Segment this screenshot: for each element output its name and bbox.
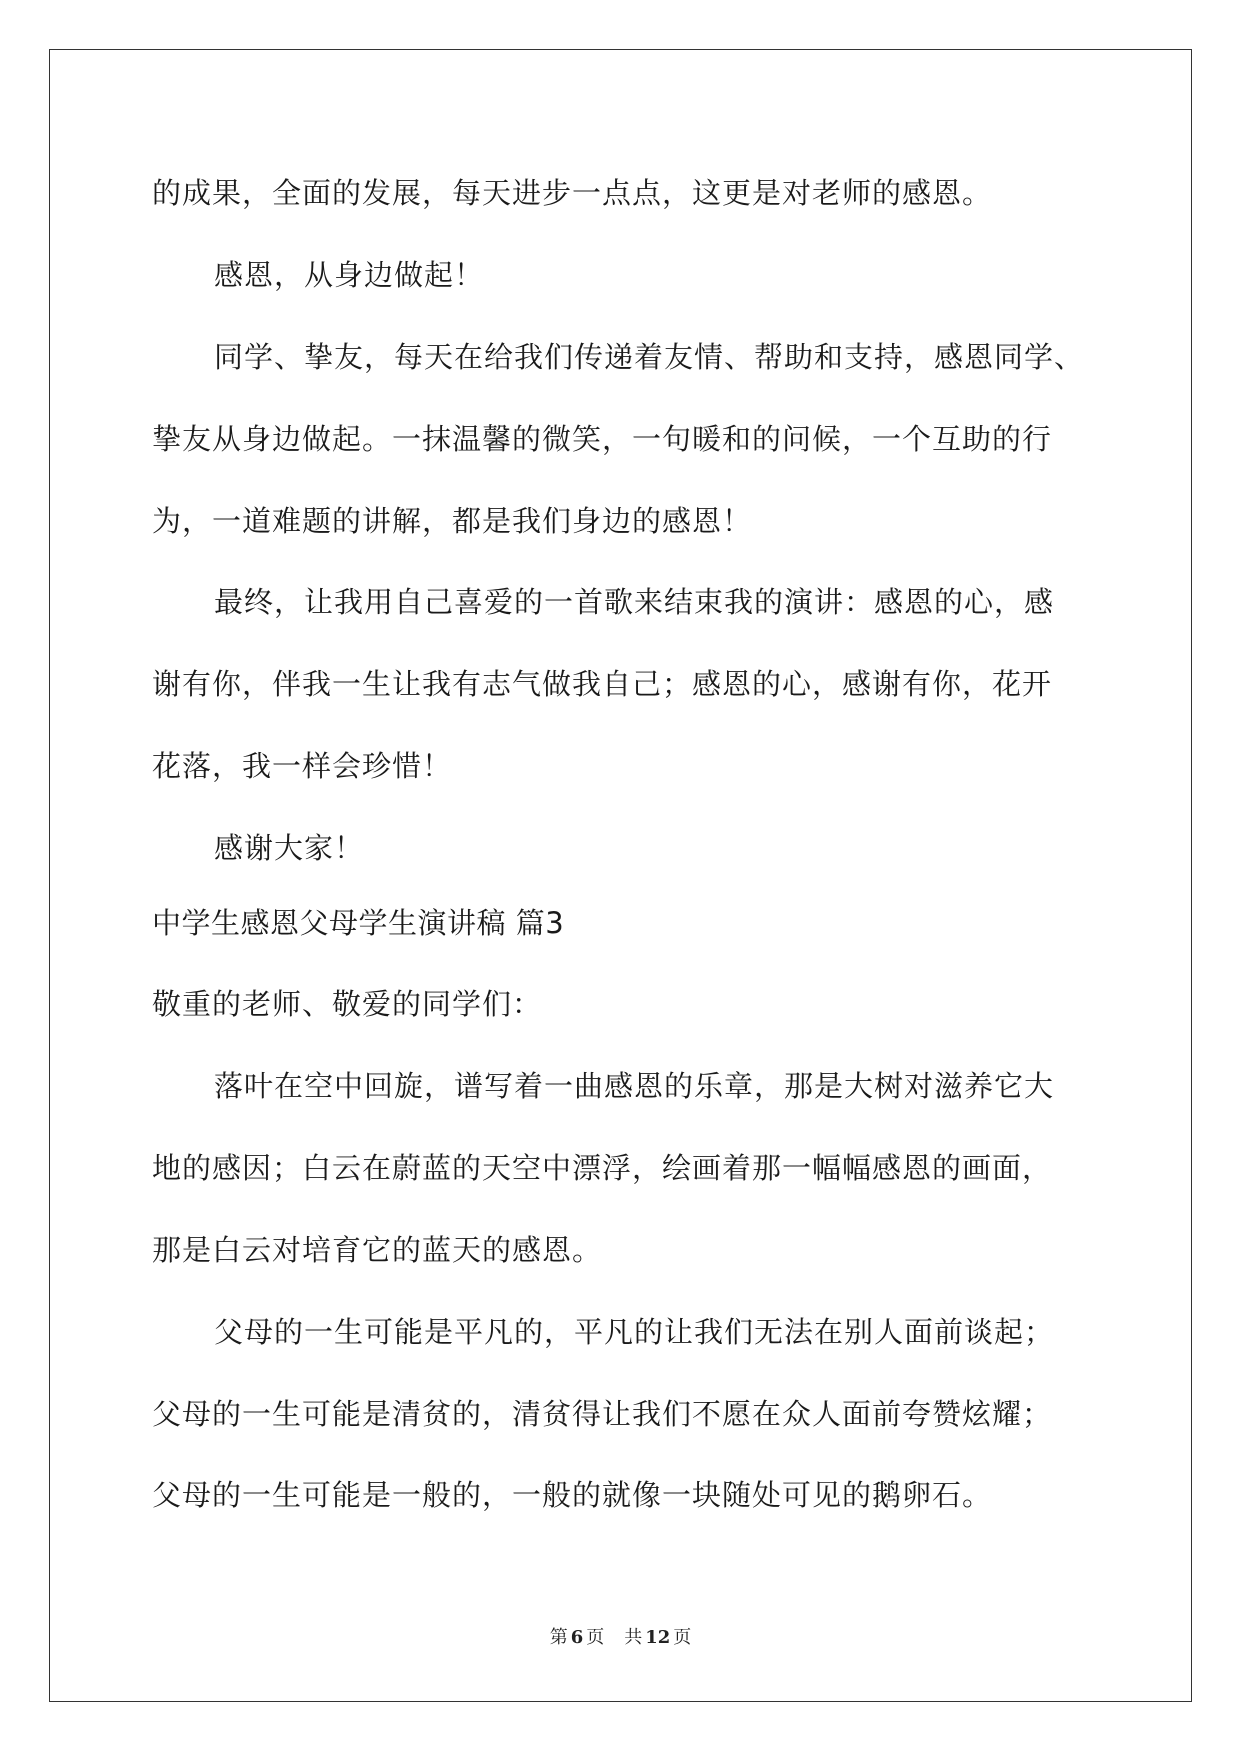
paragraph-line: 落叶在空中回旋，谱写着一曲感恩的乐章，那是大树对滋养它大: [214, 1069, 1055, 1103]
paragraph-line: 地的感因；白云在蔚蓝的天空中漂浮，绘画着那一幅幅感恩的画面，: [152, 1151, 1053, 1185]
paragraph-line: 父母的一生可能是平凡的，平凡的让我们无法在别人面前谈起；: [214, 1315, 1055, 1349]
salutation: 敬重的老师、敬爱的同学们：: [152, 987, 543, 1021]
paragraph-line: 父母的一生可能是一般的，一般的就像一块随处可见的鹅卵石。: [152, 1478, 993, 1512]
page-prefix: 第: [549, 1627, 568, 1648]
section-heading: 中学生感恩父母学生演讲稿 篇3: [152, 906, 565, 940]
page-footer: [0, 1626, 1241, 1650]
page-suffix: 页: [586, 1627, 605, 1648]
total-pages: 12: [645, 1627, 671, 1648]
paragraph-line: 同学、挚友，每天在给我们传递着友情、帮助和支持，感恩同学、: [214, 340, 1085, 374]
paragraph-line: 父母的一生可能是清贫的，清贫得让我们不愿在众人面前夸赞炫耀；: [152, 1397, 1053, 1431]
paragraph-line: 感恩，从身边做起！: [214, 258, 485, 292]
paragraph-line: 感谢大家！: [214, 831, 365, 865]
page-number: 6: [570, 1627, 584, 1648]
page-border: [49, 49, 1192, 1702]
paragraph-line: 花落，我一样会珍惜！: [152, 749, 453, 783]
paragraph-line: 最终，让我用自己喜爱的一首歌来结束我的演讲：感恩的心，感: [214, 585, 1055, 619]
total-suffix: 页: [673, 1627, 692, 1648]
paragraph-line: 那是白云对培育它的蓝天的感恩。: [152, 1233, 603, 1267]
total-prefix: 共: [624, 1627, 643, 1648]
paragraph-line: 谢有你，伴我一生让我有志气做我自己；感恩的心，感谢有你，花开: [152, 667, 1053, 701]
paragraph-line: 的成果，全面的发展，每天进步一点点，这更是对老师的感恩。: [152, 176, 993, 210]
paragraph-line: 挚友从身边做起。一抹温馨的微笑，一句暖和的问候，一个互助的行: [152, 422, 1053, 456]
paragraph-line: 为，一道难题的讲解，都是我们身边的感恩！: [152, 504, 753, 538]
